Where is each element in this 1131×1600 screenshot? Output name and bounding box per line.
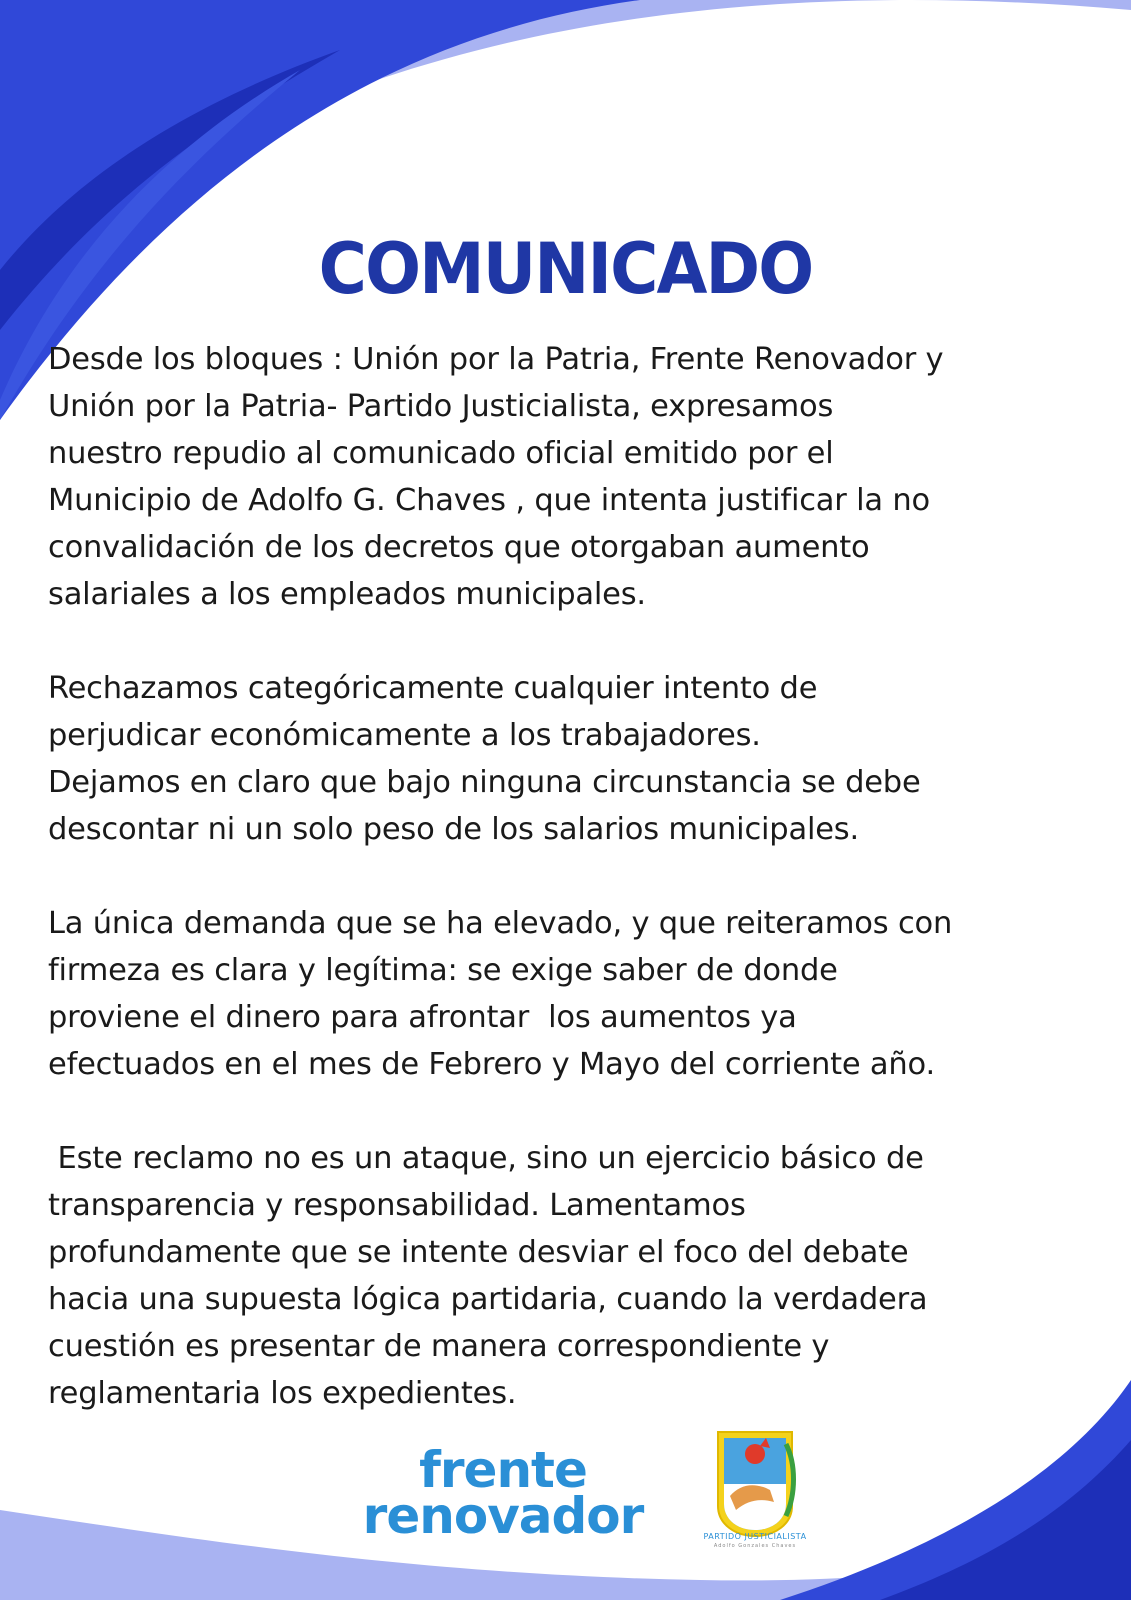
page-title: COMUNICADO: [318, 228, 813, 310]
paragraph-2: Rechazamos categóricamente cualquier intento de perjudicar económicamente a los trabajadores. Dejamos en claro que bajo ninguna circunstancia se debe descontar ni un solo peso de los salarios municipales.: [48, 671, 921, 847]
paragraph-3: La única demanda que se ha elevado, y que reiteramos con firmeza es clara y legítima: se exige saber de donde proviene el dinero para afrontar los aumentos ya efectuados en el mes de Febrero y Mayo del corriente año.: [48, 906, 953, 1082]
frente-renovador-logo: [348, 1441, 658, 1545]
pj-subcaption: Adolfo Gonzales Chaves: [713, 1543, 797, 1549]
pj-caption: PARTIDO JUSTICIALISTA: [703, 1532, 807, 1541]
frente-logo-line1: frente: [419, 1441, 587, 1499]
communique-body: [48, 336, 1108, 1464]
paragraph-1: Desde los bloques : Unión por la Patria, Frente Renovador y Unión por la Patria- Partido Justicialista, expresamos nuestro repudio al comunicado oficial emitido por el Municipio de Adolfo G. Chaves , que intenta justificar la no convalidación de los decretos que otorgaban aumento salariales a los empleados municipales.: [48, 342, 944, 612]
paragraph-4: Este reclamo no es un ataque, sino un ejercicio básico de transparencia y responsabilidad. Lamentamos profundamente que se intente desviar el foco del debate hacia una supuesta lógica partidaria, cuando la verdadera cuestión es presentar de manera correspondiente y reglamentaria los expedientes.: [48, 1141, 928, 1411]
frente-logo-line2: renovador: [362, 1487, 644, 1545]
